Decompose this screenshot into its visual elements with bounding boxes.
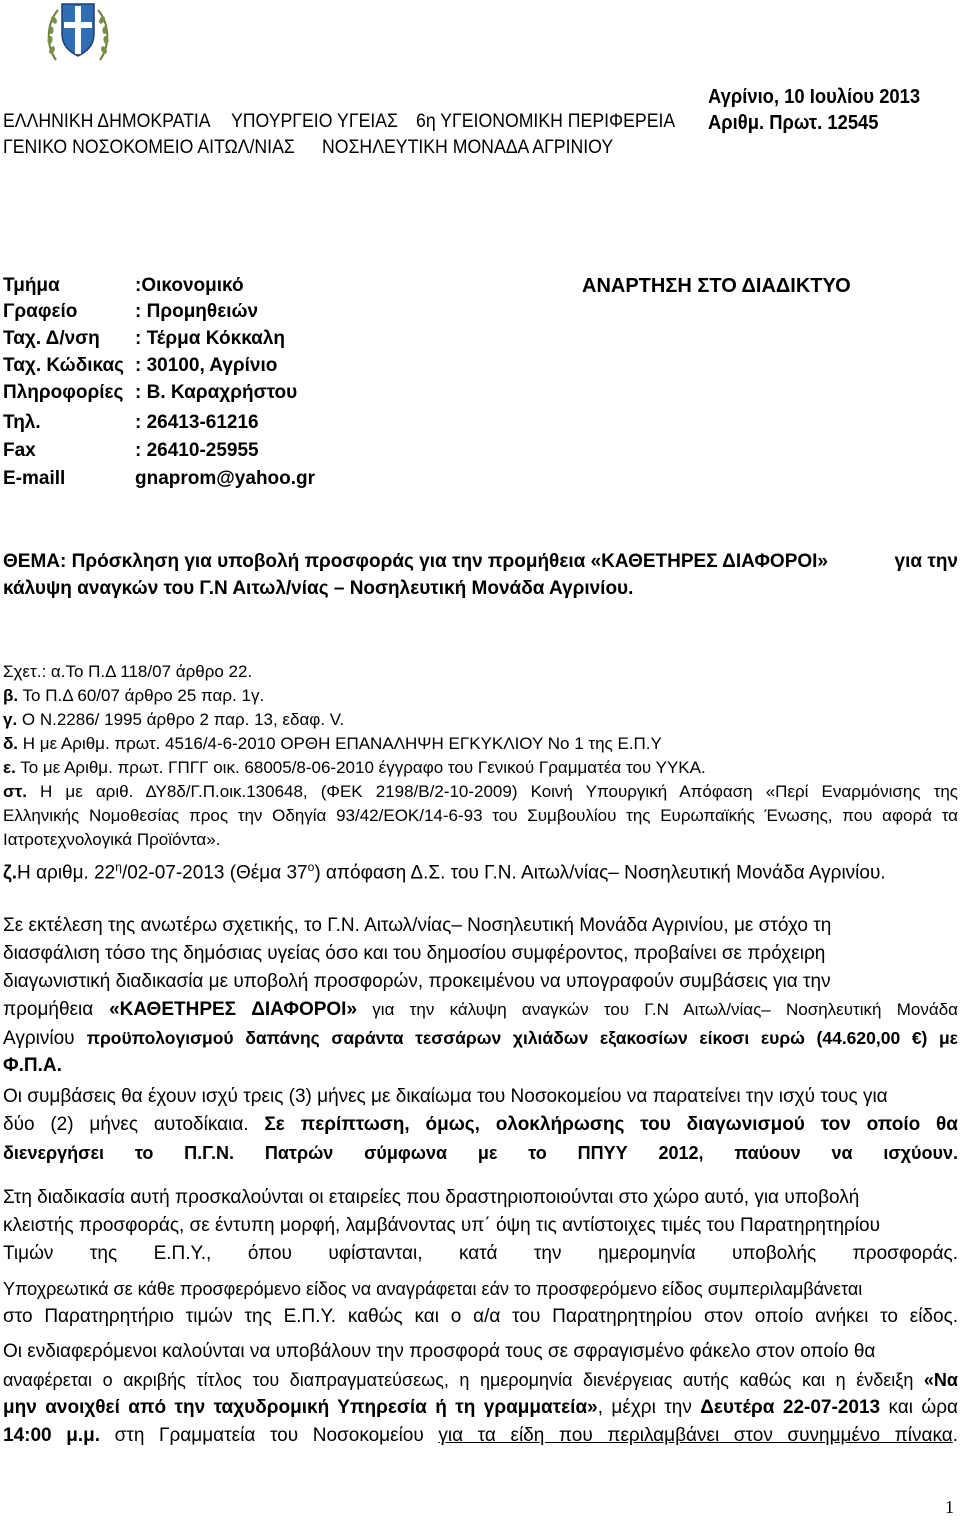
info-value: : 30100, Αγρίνιο xyxy=(135,355,278,376)
paragraph-submission xyxy=(3,1338,958,1450)
reference-item xyxy=(3,732,958,756)
reference-text-continued: Ελληνικής Νομοθεσίας προς την Οδηγία 93/42/ΕΟΚ/14-6-93 του Συμβουλίου της Ευρωπαϊκής Ένωσης, που αφορά τα xyxy=(3,806,958,825)
paragraph-line xyxy=(3,1394,958,1422)
paragraph-line xyxy=(3,1111,958,1139)
info-value: : Β. Καραχρήστου xyxy=(135,382,298,403)
attached-table-reference: για τα είδη που περιλαμβάνει στον συνημμένο πίνακα xyxy=(438,1425,953,1446)
reference-item xyxy=(3,708,958,732)
superscript: η xyxy=(115,860,122,874)
text-run: και ώρα xyxy=(880,1397,959,1418)
info-label: Τμήμα xyxy=(3,275,60,296)
paragraph-contract-duration xyxy=(3,1083,958,1167)
reference-label: γ. xyxy=(3,710,18,729)
info-label: Τηλ. xyxy=(3,412,41,433)
reference-label: στ. xyxy=(3,782,27,801)
reference-item xyxy=(3,684,958,708)
budget-text: προϋπολογισμού δαπάνης σαράντα τεσσάρων χιλιάδων εξακοσίων είκοσι ευρώ (44.620,00 €) με xyxy=(86,1028,958,1048)
paragraph-line: κλειστής προσφοράς, σε έντυπη μορφή, λαμβάνοντας υπ΄ όψη τις αντίστοιχες τιμές του Παρατηρητηρίου xyxy=(3,1215,880,1236)
page-number: 1 xyxy=(945,1497,954,1517)
paragraph-line xyxy=(3,1024,958,1052)
hospital-name: ΓΕΝΙΚΟ ΝΟΣΟΚΟΜΕΙΟ ΑΙΤΩΛ/ΝΙΑΣ xyxy=(3,137,295,158)
text-run: προμήθεια xyxy=(3,999,110,1020)
deadline-time: 14:00 μ.μ. xyxy=(3,1425,101,1446)
bold-text: μην ανοιχθεί από την ταχυδρομική Υπηρεσία ή τη γραμματεία» xyxy=(3,1397,598,1418)
reference-label: β. xyxy=(3,686,19,705)
paragraph-line: διενεργήσει το Π.Γ.Ν. Πατρών σύμφωνα με το ΠΠΥΥ 2012, παύουν να ισχύουν. xyxy=(3,1143,958,1163)
paragraph-line: Οι συμβάσεις θα έχουν ισχύ τρεις (3) μήνες με δικαίωμα του Νοσοκομείου να παρατείνει την ισχύ τους για xyxy=(3,1086,888,1107)
region-name: 6η ΥΓΕΙΟΝΟΜΙΚΗ ΠΕΡΙΦΕΡΕΙΑ xyxy=(416,111,676,132)
info-value: : Προμηθειών xyxy=(135,301,259,322)
paragraph-line: Σε εκτέλεση της ανωτέρω σχετικής, το Γ.Ν. Αιτωλ/νίας– Νοσηλευτική Μονάδα Αγρινίου, με στόχο τη xyxy=(3,915,832,936)
bold-text: «Να xyxy=(923,1370,958,1390)
paragraph-line xyxy=(3,1366,958,1394)
paragraph-line: Οι ενδιαφερόμενοι καλούνται να υποβάλουν την προσφορά τους σε σφραγισμένο φάκελο στον οποίο θα xyxy=(3,1341,876,1362)
info-label: Fax xyxy=(3,440,36,461)
reference-text: Ο Ν.2286/ 1995 άρθρο 2 παρ. 13, εδαφ. V. xyxy=(17,710,345,729)
reference-label: δ. xyxy=(3,734,19,753)
info-value: : Τέρμα Κόκκαλη xyxy=(135,328,286,349)
info-label: Ταχ. Δ/νση xyxy=(3,328,100,349)
text-run: αναφέρεται ο ακριβής τίτλος του διαπραγματεύσεως, η ημερομηνία διενέργειας αυτής καθώς και η ένδειξη xyxy=(3,1370,924,1390)
reference-text: Η με αριθ. ΔΥ8δ/Γ.Π.οικ.130648, (ΦΕΚ 2198/Β/2-10-2009) Κοινή Υπουργική Απόφαση «Περί Εναρμόνισης της xyxy=(26,782,958,801)
info-label: Ταχ. Κώδικας xyxy=(3,355,125,376)
text-run: για την κάλυψη αναγκών του Γ.Ν Αιτωλ/νίας– Νοσηλευτική Μονάδα xyxy=(357,1000,958,1019)
info-value: :Οικονομικό xyxy=(135,275,244,296)
reference-item xyxy=(3,756,958,780)
text-run: , μέχρι την xyxy=(597,1397,701,1418)
email-value[interactable]: gnaprom@yahoo.gr xyxy=(135,468,316,489)
subject-line-1: ΘΕΜΑ: Πρόσκληση για υποβολή προσφοράς για την προμήθεια «ΚΑΘΕΤΗΡΕΣ ΔΙΑΦΟΡΟΙ» xyxy=(3,551,828,572)
reference-text: Η με Αριθμ. πρωτ. 4516/4-6-2010 ΟΡΘΗ ΕΠΑΝΑΛΗΨΗ ΕΓΚΥΚΛΙΟΥ Νο 1 της Ε.Π.Υ xyxy=(18,734,662,753)
subject-line-2: κάλυψη αναγκών του Γ.Ν Αιτωλ/νίας – Νοσηλευτική Μονάδα Αγρινίου. xyxy=(3,578,634,599)
paragraph-line: Στη διαδικασία αυτή προσκαλούνται οι εταιρείες που δραστηριοποιούνται στο χώρο αυτό, για υποβολή xyxy=(3,1187,860,1208)
reference-text: ) απόφαση Δ.Σ. του Γ.Ν. Αιτωλ/νίας– Νοσηλευτική Μονάδα Αγρινίου. xyxy=(314,862,886,884)
info-value: : 26413-61216 xyxy=(135,412,259,433)
reference-text: /02-07-2013 (Θέμα 37 xyxy=(121,862,308,884)
reference-label: ε. xyxy=(3,758,16,777)
info-label: Γραφείο xyxy=(3,301,78,322)
bold-text: Σε περίπτωση, όμως, ολοκλήρωσης του διαγωνισμού τον οποίο θα xyxy=(264,1114,958,1135)
references-list xyxy=(3,660,958,884)
paragraph-observatory xyxy=(3,1275,958,1331)
reference-text: Το Π.Δ 60/07 άρθρο 25 παρ. 1γ. xyxy=(18,686,265,705)
text-run: στη Γραμματεία του Νοσοκομείου xyxy=(100,1425,439,1446)
country-name: ΕΛΛΗΝΙΚΗ ΔΗΜΟΚΡΑΤΙΑ xyxy=(3,111,211,132)
paragraph-line: διασφάλιση τόσο της δημόσιας υγείας όσο και του δημοσίου συμφέροντος, προβαίνει σε πρόχειρη xyxy=(3,943,826,964)
info-label: Πληροφορίες xyxy=(3,382,124,403)
reference-item xyxy=(3,660,958,684)
product-name: «ΚΑΘΕΤΗΡΕΣ ΔΙΑΦΟΡΟΙ» xyxy=(109,999,358,1020)
ministry-name: ΥΠΟΥΡΓΕΙΟ ΥΓΕΙΑΣ xyxy=(231,111,399,132)
paragraph-line xyxy=(3,1422,958,1450)
paragraph-line: διαγωνιστική διαδικασία με υποβολή προσφορών, προκειμένου να υπογραφούν συμβάσεις για την xyxy=(3,971,831,992)
internet-posting-banner: ΑΝΑΡΤΗΣΗ ΣΤΟ ΔΙΑΔΙΚΤΥΟ xyxy=(582,275,851,297)
info-label: E-maill xyxy=(3,468,66,489)
reference-item xyxy=(3,780,958,804)
paragraph-line: Υποχρεωτικά σε κάθε προσφερόμενο είδος να αναγράφεται εάν το προσφερόμενο είδος συμπεριλαμβάνεται xyxy=(3,1279,863,1299)
paragraph-execution xyxy=(3,912,958,1080)
text-run: δύο (2) μήνες αυτοδίκαια. xyxy=(3,1114,265,1135)
text-run: Αγρινίου xyxy=(3,1028,87,1049)
reference-label: Σχετ.: α. xyxy=(3,662,66,681)
text-run: . xyxy=(952,1425,958,1446)
paragraph-line: στο Παρατηρητήριο τιμών της Ε.Π.Υ. καθώς και ο α/α του Παρατηρητηρίου στον οποίο ανήκει το είδος. xyxy=(3,1306,958,1327)
unit-name: ΝΟΣΗΛΕΥΤΙΚΗ ΜΟΝΑΔΑ ΑΓΡΙΝΙΟΥ xyxy=(322,137,614,158)
protocol-number: Αριθμ. Πρωτ. 12545 xyxy=(708,112,879,134)
document-date: Αγρίνιο, 10 Ιουλίου 2013 xyxy=(708,86,921,108)
paragraph-line xyxy=(3,996,958,1024)
paragraph-line: Τιμών της Ε.Π.Υ., όπου υφίστανται, κατά την ημερομηνία υποβολής προσφοράς. xyxy=(3,1243,958,1264)
reference-label: ζ. xyxy=(3,862,18,884)
reference-text-continued: Ιατροτεχνολογικά Προϊόντα». xyxy=(3,830,221,849)
reference-item xyxy=(3,854,958,884)
info-value: : 26410-25955 xyxy=(135,440,259,461)
subject-line-1-end: για την xyxy=(894,551,958,572)
superscript: ο xyxy=(307,860,315,874)
paragraph-line: Φ.Π.Α. xyxy=(3,1055,62,1076)
paragraph-invitation xyxy=(3,1184,958,1268)
greek-state-emblem xyxy=(42,0,114,70)
reference-text: Η αριθμ. 22 xyxy=(17,862,116,884)
subject-block xyxy=(3,548,958,602)
deadline-date: Δευτέρα 22-07-2013 xyxy=(700,1397,881,1418)
reference-text: Το με Αριθμ. πρωτ. ΓΠΓΓ οικ. 68005/8-06-2010 έγγραφο του Γενικού Γραμματέα του ΥΥΚΑ. xyxy=(15,758,706,777)
reference-text: Το Π.Δ 118/07 άρθρο 22. xyxy=(65,662,253,681)
